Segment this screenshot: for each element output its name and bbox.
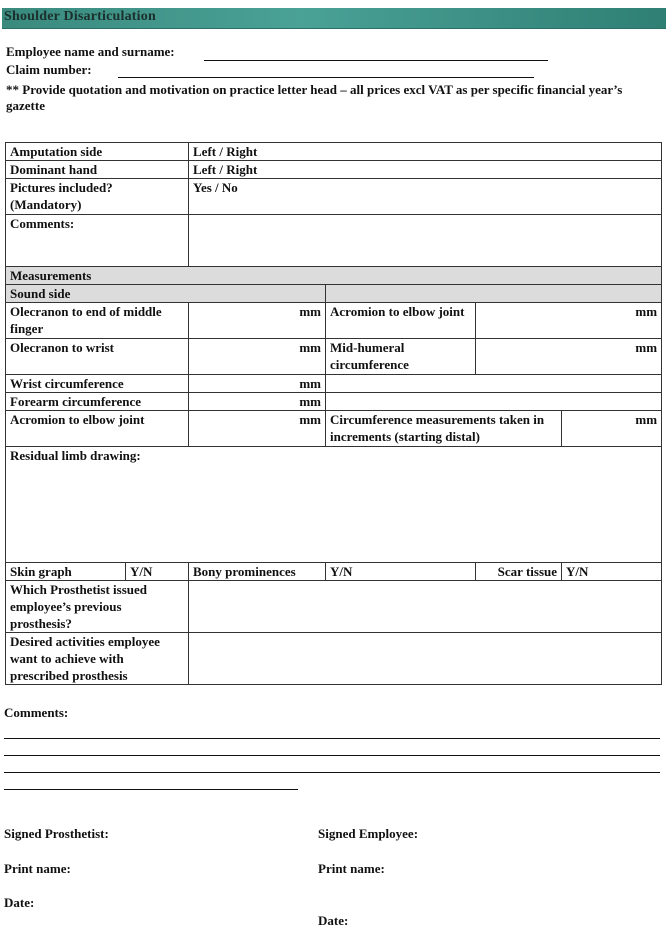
comments-field[interactable] [189, 215, 662, 267]
forearm-circ-label: Forearm circumference [6, 393, 189, 411]
comments-line-4[interactable] [4, 789, 298, 790]
wrist-circ-empty [326, 375, 662, 393]
skin-graph-yn[interactable]: Y/N [126, 563, 189, 581]
olecranon-finger-field[interactable]: mm [189, 303, 326, 339]
skin-graph-label: Skin graph [6, 563, 126, 581]
olecranon-wrist-field[interactable]: mm [189, 339, 326, 375]
forearm-circ-field[interactable]: mm [189, 393, 326, 411]
dominant-hand-value[interactable]: Left / Right [189, 161, 662, 179]
pictures-value[interactable]: Yes / No [189, 179, 662, 215]
wrist-circ-field[interactable]: mm [189, 375, 326, 393]
claim-number-field[interactable] [118, 77, 534, 78]
employee-name-field[interactable] [204, 60, 548, 61]
circ-increments-field[interactable]: mm [562, 411, 662, 447]
measurements-heading: Measurements [6, 267, 662, 285]
employee-name-label: Employee name and surname: [6, 44, 175, 59]
signed-employee-label: Signed Employee: [318, 826, 419, 841]
bony-prominences-yn[interactable]: Y/N [326, 563, 476, 581]
dominant-hand-label: Dominant hand [6, 161, 189, 179]
acromion-elbow-label: Acromion to elbow joint [6, 411, 189, 447]
bony-prominences-label: Bony prominences [189, 563, 326, 581]
mid-humeral-field[interactable]: mm [476, 339, 662, 375]
quotation-note: ** Provide quotation and motivation on practice letter head – all prices excl VAT as per specific financial year’s gazette [6, 82, 623, 113]
scar-tissue-label: Scar tissue [476, 563, 562, 581]
assessment-table [5, 142, 662, 685]
olecranon-finger-label: Olecranon to end of middle finger [6, 303, 189, 339]
page-title: Shoulder Disarticulation [4, 9, 156, 24]
acromion-elbow-field[interactable]: mm [189, 411, 326, 447]
desired-activities-label: Desired activities employee want to achieve with prescribed prosthesis [6, 633, 189, 685]
sound-side-heading-right [326, 285, 662, 303]
signed-prosthetist-label: Signed Prosthetist: [4, 826, 109, 841]
claim-number-label: Claim number: [6, 62, 92, 77]
acromion-elbow-joint-label: Acromion to elbow joint [326, 303, 476, 339]
previous-prosthetist-field[interactable] [189, 581, 662, 633]
amputation-side-label: Amputation side [6, 143, 189, 161]
circ-increments-label: Circumference measurements taken in increments (starting distal) [326, 411, 562, 447]
employee-print-name-label: Print name: [318, 861, 385, 876]
acromion-elbow-joint-field[interactable]: mm [476, 303, 662, 339]
footer-comments-label: Comments: [4, 705, 69, 720]
pictures-label: Pictures included? (Mandatory) [6, 179, 189, 215]
mid-humeral-label: Mid-humeral circumference [326, 339, 476, 375]
comments-line-1[interactable] [4, 738, 660, 739]
forearm-circ-empty [326, 393, 662, 411]
scar-tissue-yn[interactable]: Y/N [562, 563, 662, 581]
prosthetist-date-label: Date: [4, 895, 35, 910]
desired-activities-field[interactable] [189, 633, 662, 685]
olecranon-wrist-label: Olecranon to wrist [6, 339, 189, 375]
prosthetist-print-name-label: Print name: [4, 861, 71, 876]
comments-line-2[interactable] [4, 755, 660, 756]
previous-prosthetist-label: Which Prosthetist issued employee’s previous prosthesis? [6, 581, 189, 633]
comments-label: Comments: [6, 215, 189, 267]
wrist-circ-label: Wrist circumference [6, 375, 189, 393]
comments-line-3[interactable] [4, 772, 660, 773]
residual-limb-drawing[interactable]: Residual limb drawing: [6, 447, 662, 563]
sound-side-heading: Sound side [6, 285, 326, 303]
employee-date-label: Date: [318, 913, 349, 928]
amputation-side-value[interactable]: Left / Right [189, 143, 662, 161]
